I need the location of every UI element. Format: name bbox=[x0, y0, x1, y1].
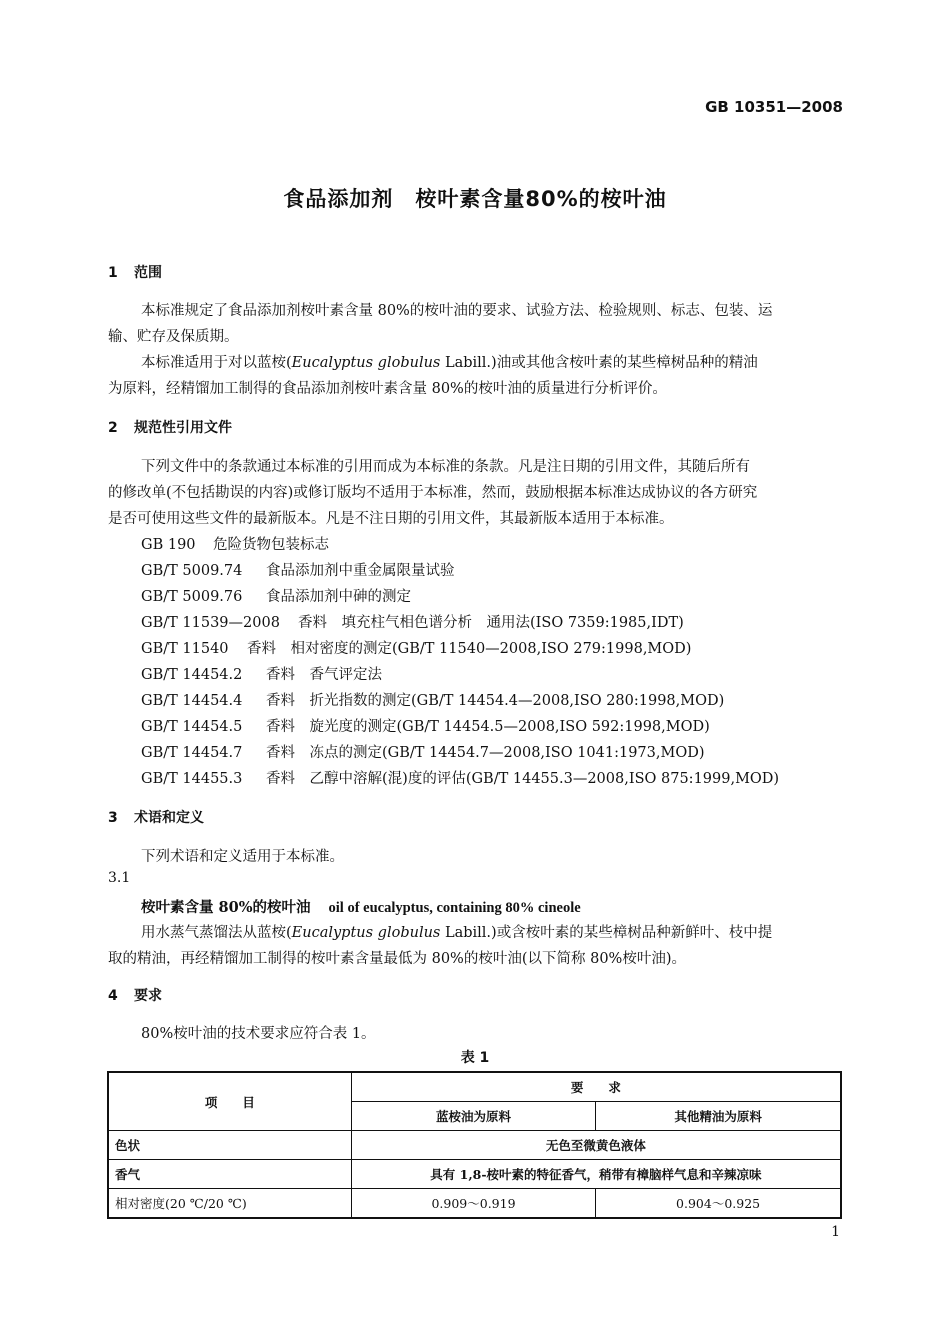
section-heading-3 bbox=[108, 807, 204, 827]
text-run: Labill.)或含桉叶素的某些樟树品种新鲜叶、枝中提 bbox=[440, 925, 773, 941]
reference-text: 香料 折光指数的测定(GB/T 14454.4—2008,ISO 280:1998,MOD) bbox=[266, 693, 725, 709]
reference-text: 香料 乙醇中溶解(混)度的评估(GB/T 14455.3—2008,ISO 875:1999,MOD) bbox=[266, 771, 780, 787]
paragraph-line bbox=[141, 921, 772, 942]
section-heading-1 bbox=[108, 262, 162, 282]
reference-item bbox=[141, 585, 411, 606]
section-number: 3 bbox=[108, 810, 118, 826]
section-title: 规范性引用文件 bbox=[134, 420, 232, 436]
reference-code: GB/T 14454.7 bbox=[141, 745, 243, 761]
paragraph-line: 取的精油，再经精馏加工制得的桉叶素含量最低为 80%的桉叶油(以下简称 80%桉叶油)。 bbox=[108, 951, 686, 967]
section-heading-4 bbox=[108, 985, 162, 1005]
latin-name: Eucalyptus globulus bbox=[291, 355, 441, 371]
row-merged-value: 具有 1,8-桉叶素的特征香气，稍带有樟脑样气息和辛辣凉味 bbox=[351, 1160, 841, 1189]
table-header-row bbox=[108, 1072, 841, 1102]
table-caption: 表 1 bbox=[460, 1050, 490, 1066]
paragraph-line: 80%桉叶油的技术要求应符合表 1。 bbox=[141, 1026, 376, 1042]
reference-code: GB/T 5009.76 bbox=[141, 589, 243, 605]
table-row bbox=[108, 1189, 841, 1219]
page-number: 1 bbox=[831, 1224, 840, 1240]
reference-text: 香料 香气评定法 bbox=[266, 667, 382, 683]
text-run: Labill.)油或其他含桉叶素的某些樟树品种的精油 bbox=[440, 355, 758, 371]
paragraph-line bbox=[141, 351, 758, 372]
reference-item bbox=[141, 715, 710, 736]
reference-item bbox=[141, 741, 705, 762]
reference-code: GB/T 14454.4 bbox=[141, 693, 243, 709]
reference-item bbox=[141, 637, 691, 658]
reference-item bbox=[141, 611, 684, 632]
reference-item bbox=[141, 533, 329, 554]
reference-text: 香料 填充柱气相色谱分析 通用法(ISO 7359:1985,IDT) bbox=[298, 615, 684, 631]
paragraph-line: 的修改单(不包括勘误的内容)或修订版均不适用于本标准，然而，鼓励根据本标准达成协议的各方研究 bbox=[108, 485, 758, 501]
reference-item bbox=[141, 559, 455, 580]
reference-code: GB/T 11540 bbox=[141, 641, 229, 657]
reference-text: 香料 相对密度的测定(GB/T 11540—2008,ISO 279:1998,MOD) bbox=[247, 641, 692, 657]
section-number: 2 bbox=[108, 420, 118, 436]
term-title bbox=[141, 896, 581, 917]
reference-code: GB/T 14455.3 bbox=[141, 771, 243, 787]
term-zh: 桉叶素含量 80%的桉叶油 bbox=[141, 899, 311, 916]
reference-text: 危险货物包装标志 bbox=[213, 537, 329, 553]
section-title: 范围 bbox=[134, 265, 162, 281]
table-row bbox=[108, 1160, 841, 1189]
section-number: 4 bbox=[108, 988, 118, 1004]
section-title: 要求 bbox=[134, 988, 162, 1004]
reference-code: GB/T 11539—2008 bbox=[141, 615, 280, 631]
header-requirement: 要 求 bbox=[351, 1072, 841, 1102]
subheader-other-oils: 其他精油为原料 bbox=[596, 1102, 841, 1131]
row-item: 色状 bbox=[108, 1131, 351, 1160]
document-title: 食品添加剂 桉叶素含量80%的桉叶油 bbox=[283, 187, 667, 211]
paragraph-line: 输、贮存及保质期。 bbox=[108, 329, 239, 345]
paragraph-line: 是否可使用这些文件的最新版本。凡是不注日期的引用文件，其最新版本适用于本标准。 bbox=[108, 511, 674, 527]
reference-text: 香料 旋光度的测定(GB/T 14454.5—2008,ISO 592:1998,MOD) bbox=[266, 719, 710, 735]
reference-text: 食品添加剂中重金属限量试验 bbox=[266, 563, 455, 579]
text-run: 本标准适用于对以蓝桉( bbox=[141, 355, 292, 371]
reference-text: 香料 冻点的测定(GB/T 14454.7—2008,ISO 1041:1973,MOD) bbox=[266, 745, 705, 761]
reference-code: GB 190 bbox=[141, 537, 196, 553]
table-row bbox=[108, 1131, 841, 1160]
reference-item bbox=[141, 767, 779, 788]
standard-code: GB 10351—2008 bbox=[705, 98, 843, 116]
header-item: 项 目 bbox=[108, 1072, 351, 1131]
latin-name: Eucalyptus globulus bbox=[291, 925, 441, 941]
row-value-2: 0.904～0.925 bbox=[596, 1189, 841, 1219]
row-value-1: 0.909～0.919 bbox=[351, 1189, 595, 1219]
requirements-table bbox=[107, 1071, 842, 1219]
reference-item bbox=[141, 663, 382, 684]
reference-code: GB/T 14454.5 bbox=[141, 719, 243, 735]
text-run: 用水蒸气蒸馏法从蓝桉( bbox=[141, 925, 292, 941]
paragraph-line: 下列术语和定义适用于本标准。 bbox=[141, 849, 344, 865]
paragraph-line: 为原料，经精馏加工制得的食品添加剂桉叶素含量 80%的桉叶油的质量进行分析评价。 bbox=[108, 381, 667, 397]
row-item: 香气 bbox=[108, 1160, 351, 1189]
reference-item bbox=[141, 689, 724, 710]
section-heading-2 bbox=[108, 417, 232, 437]
reference-code: GB/T 5009.74 bbox=[141, 563, 243, 579]
subheader-blue-gum: 蓝桉油为原料 bbox=[351, 1102, 595, 1131]
reference-text: 食品添加剂中砷的测定 bbox=[266, 589, 411, 605]
term-number: 3.1 bbox=[108, 870, 131, 886]
paragraph-line: 下列文件中的条款通过本标准的引用而成为本标准的条款。凡是注日期的引用文件，其随后所有 bbox=[141, 459, 750, 475]
term-en: oil of eucalyptus, containing 80% cineole bbox=[328, 900, 581, 916]
section-title: 术语和定义 bbox=[134, 810, 204, 826]
section-number: 1 bbox=[108, 265, 118, 281]
reference-code: GB/T 14454.2 bbox=[141, 667, 243, 683]
row-item: 相对密度(20 ℃/20 ℃) bbox=[108, 1189, 351, 1219]
row-merged-value: 无色至微黄色液体 bbox=[351, 1131, 841, 1160]
paragraph-line: 本标准规定了食品添加剂桉叶素含量 80%的桉叶油的要求、试验方法、检验规则、标志、包装、运 bbox=[141, 303, 773, 319]
